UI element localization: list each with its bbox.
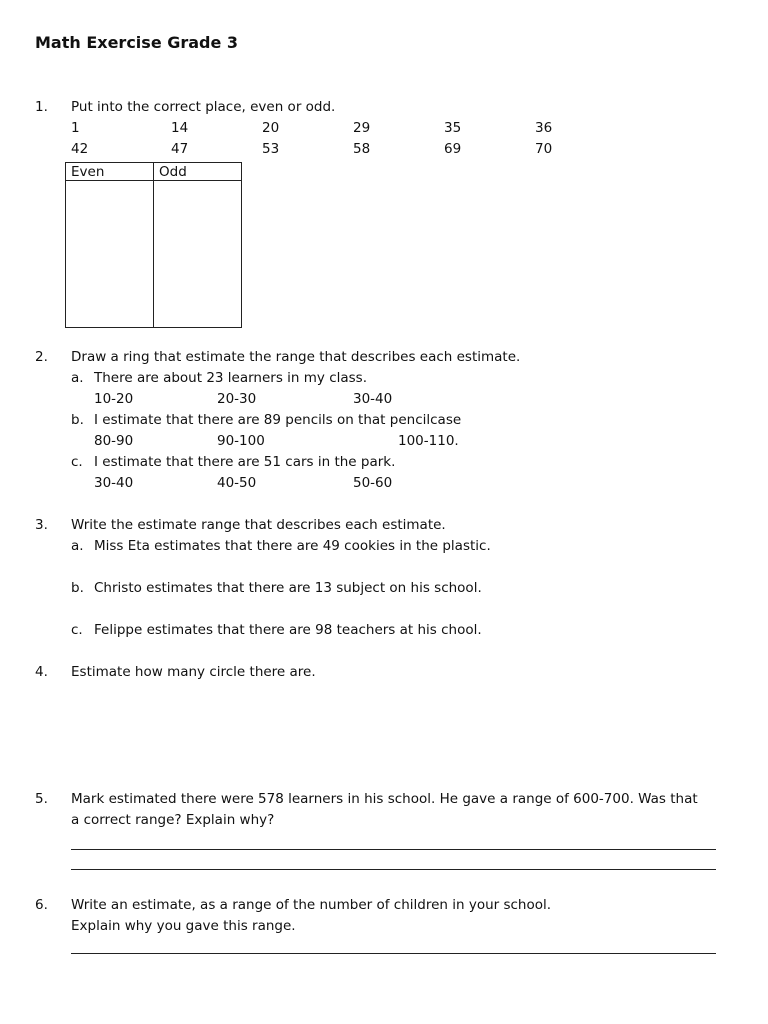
even-header: Even [66,163,154,181]
q2b-letter: b. [71,412,84,428]
range-option[interactable]: 80-90 [94,433,134,449]
q2c-letter: c. [71,454,83,470]
range-option[interactable]: 10-20 [94,391,134,407]
range-option[interactable]: 20-30 [217,391,257,407]
number-cell: 20 [262,120,280,136]
q3-number: 3. [35,517,48,533]
q2-text: Draw a ring that estimate the range that describes each estimate. [71,349,521,365]
q1-text: Put into the correct place, even or odd. [71,99,336,115]
even-answer-cell[interactable] [66,181,154,328]
number-cell: 14 [171,120,189,136]
q3b-text: Christo estimates that there are 13 subject on his school. [94,580,482,596]
number-cell: 29 [353,120,371,136]
q3b-letter: b. [71,580,84,596]
answer-line[interactable] [71,953,716,954]
odd-header: Odd [154,163,242,181]
q6-text-line2: Explain why you gave this range. [71,918,296,934]
q3a-letter: a. [71,538,84,554]
q5-text-line2: a correct range? Explain why? [71,812,275,828]
q5-number: 5. [35,791,48,807]
range-option[interactable]: 30-40 [94,475,134,491]
answer-line[interactable] [71,869,716,870]
range-option[interactable]: 30-40 [353,391,393,407]
q3-text: Write the estimate range that describes each estimate. [71,517,446,533]
odd-answer-cell[interactable] [154,181,242,328]
q4-text: Estimate how many circle there are. [71,664,316,680]
q2-number: 2. [35,349,48,365]
q6-text-line1: Write an estimate, as a range of the number of children in your school. [71,897,552,913]
number-cell: 1 [71,120,80,136]
range-option[interactable]: 50-60 [353,475,393,491]
q5-text-line1: Mark estimated there were 578 learners in his school. He gave a range of 600-700. Was that [71,791,698,807]
number-cell: 36 [535,120,553,136]
q2c-text: I estimate that there are 51 cars in the park. [94,454,396,470]
range-option[interactable]: 100-110. [398,433,459,449]
q4-number: 4. [35,664,48,680]
number-cell: 58 [353,141,371,157]
range-option[interactable]: 40-50 [217,475,257,491]
answer-line[interactable] [71,849,716,850]
q3a-text: Miss Eta estimates that there are 49 cookies in the plastic. [94,538,491,554]
q2b-text: I estimate that there are 89 pencils on that pencilcase [94,412,462,428]
number-cell: 35 [444,120,462,136]
number-cell: 47 [171,141,189,157]
number-cell: 69 [444,141,462,157]
number-cell: 42 [71,141,89,157]
q1-number: 1. [35,99,48,115]
number-cell: 53 [262,141,280,157]
page-title: Math Exercise Grade 3 [35,33,239,52]
range-option[interactable]: 90-100 [217,433,265,449]
q2a-letter: a. [71,370,84,386]
number-cell: 70 [535,141,553,157]
q2a-text: There are about 23 learners in my class. [94,370,368,386]
q3c-text: Felippe estimates that there are 98 teachers at his chool. [94,622,482,638]
even-odd-table [65,162,242,328]
q6-number: 6. [35,897,48,913]
q3c-letter: c. [71,622,83,638]
